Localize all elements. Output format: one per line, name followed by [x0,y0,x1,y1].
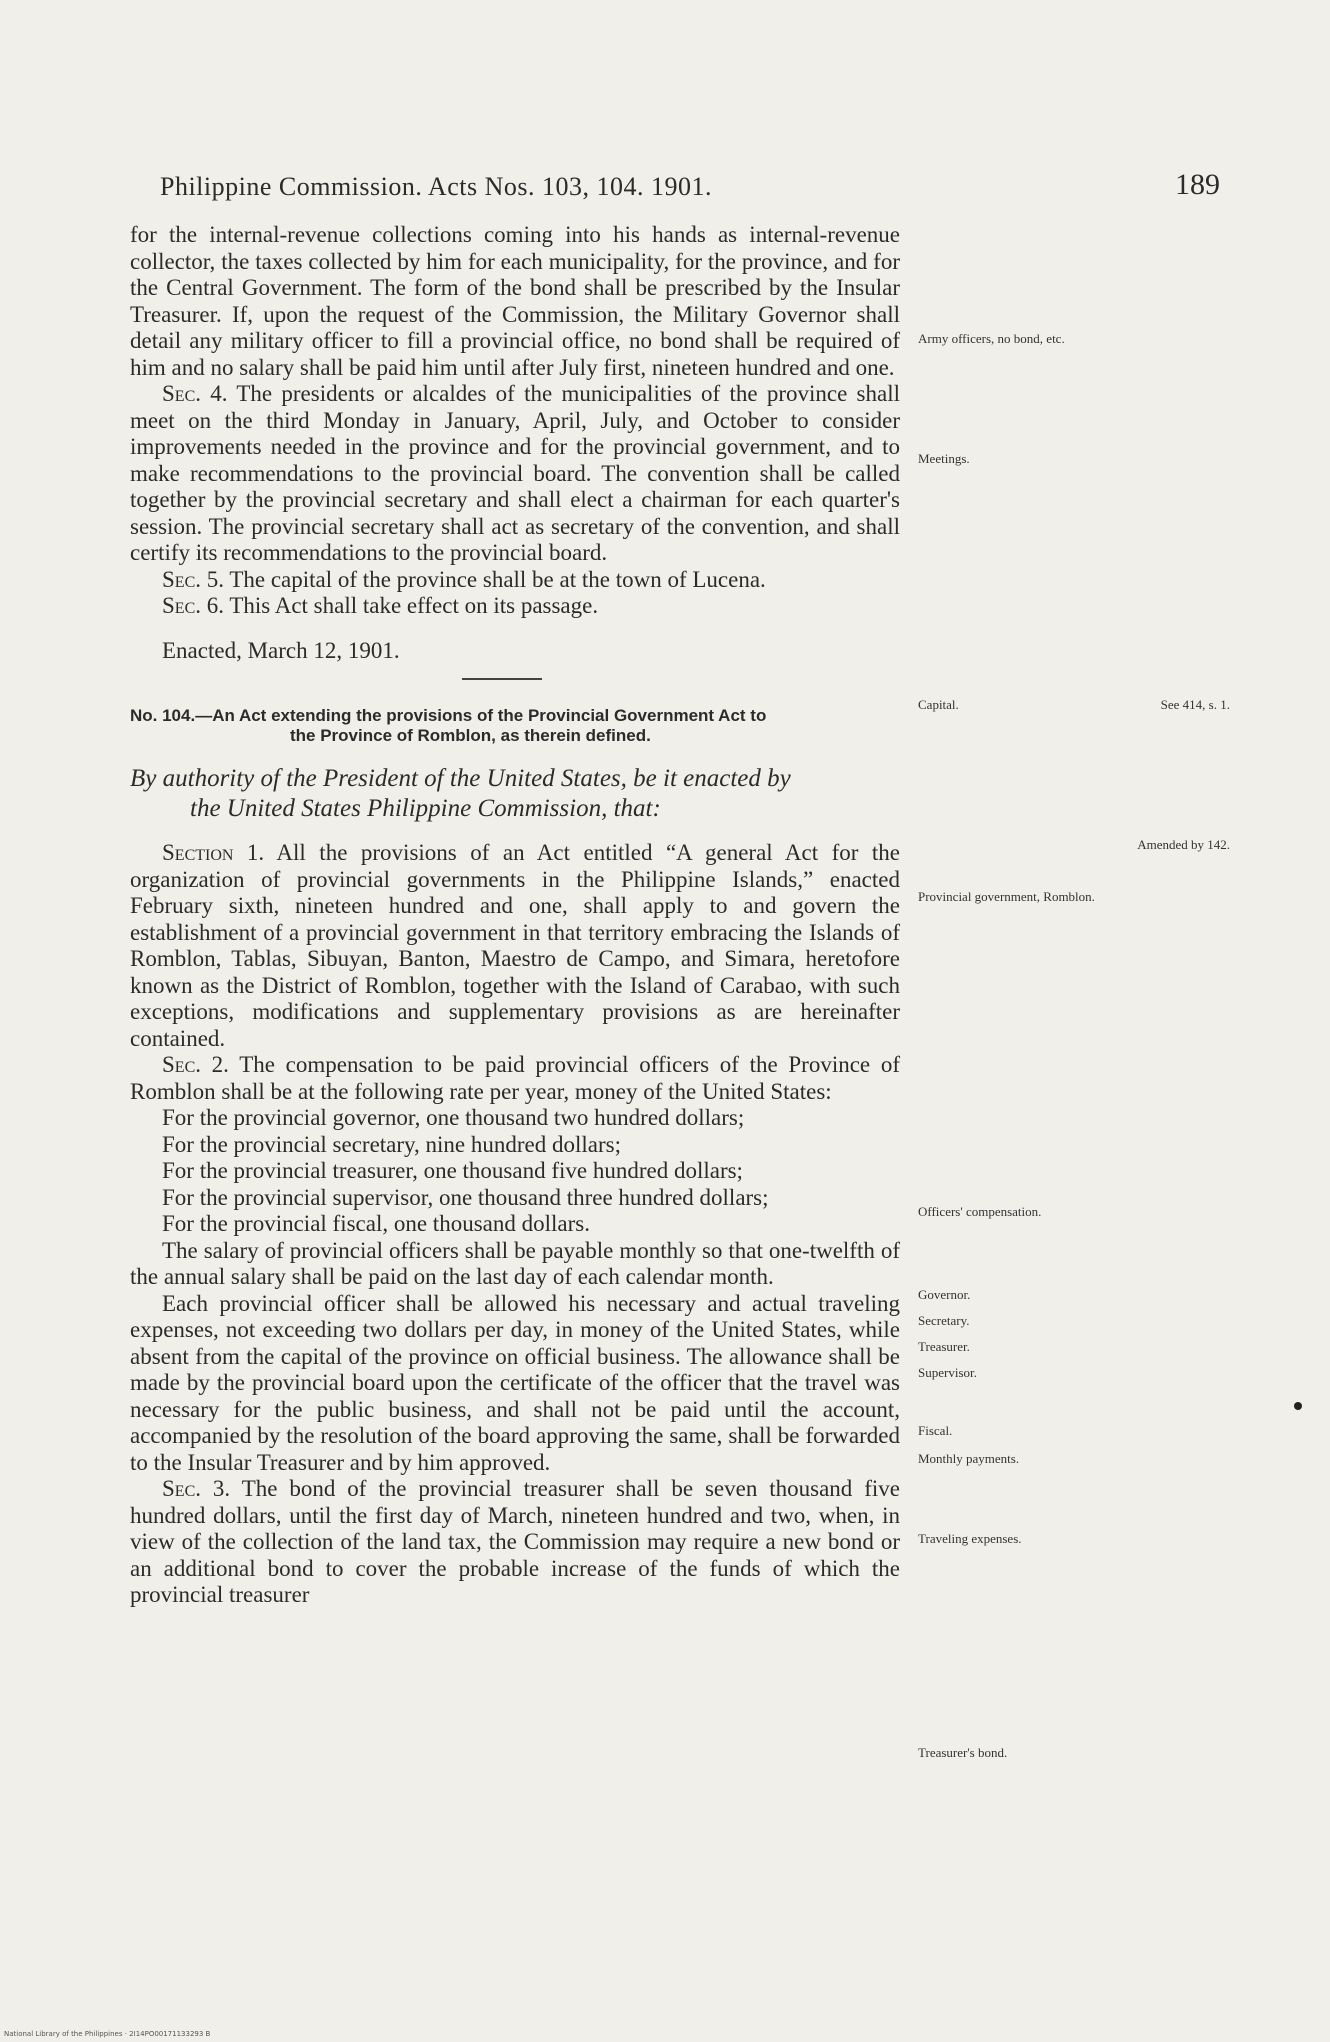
section-text: All the provisions of an Act entitled “A general Act for the organization of provincial governments in the Philippine Islands,” enacted February sixth, nineteen hundred and one, shall apply to and govern the establishment of a provincial government in that territory embracing the Islands of Romblon, Tablas, Sibuyan, Banton, Maestro de Campo, and Simara, heretofore known as the District of Romblon, together with the Island of Carabao, with such exceptions, modifications and supplementary provisions as are hereinafter contained. [130,840,900,1051]
salary-item-supervisor: For the provincial supervisor, one thousand three hundred dollars; [162,1184,769,1210]
enacting-clause [130,764,900,824]
section-label: Sec. 6. [162,593,224,618]
section-label: Sec. 3. [162,1476,231,1501]
act104-title [130,706,900,746]
margin-note-provincial-government: Provincial government, Romblon. [918,889,1095,904]
act103-continuation-paragraph: for the internal-revenue collections coming into his hands as internal-revenue collector, the taxes collected by him for each municipality, for the province, and for the Central Government. The form of the bond shall be prescribed by the Insular Treasurer. If, upon the request of the Commission, the Military Governor shall detail any military officer to fill a provincial office, no bond shall be required of him and no salary shall be paid him until after July first, nineteen hundred and one. [130,222,900,380]
act104-section-3 [130,1476,900,1609]
margin-note-treasurer: Treasurer. [918,1339,970,1354]
page-number: 189 [1175,168,1220,201]
main-text-column [130,222,900,1609]
margin-note-cross-reference: See 414, s. 1. [1160,697,1230,712]
scan-footer: National Library of the Philippines · 2I14PO00171133293 B [4,2030,211,2038]
section-text: The capital of the province shall be at the town of Lucena. [229,566,766,592]
margin-note-treasurers-bond: Treasurer's bond. [918,1745,1008,1760]
section-text: The presidents or alcaldes of the municipalities of the province shall meet on the third Monday in January, April, July, and October to consider improvements needed in the province and for the provincial government, and to make recommendations to the provincial board. The convention shall be called together by the provincial secretary and shall elect a chairman for each quarter's session. The provincial secretary shall act as secretary of the convention, and shall certify its recommendations to the provincial board. [130,381,900,565]
margin-note-governor: Governor. [918,1287,971,1302]
margin-note-capital: Capital. [918,697,959,712]
salary-item-governor: For the provincial governor, one thousand two hundred dollars; [162,1105,745,1130]
section-text: The compensation to be paid provincial officers of the Province of Romblon shall be at the following rate per year, money of the United States: [130,1052,900,1104]
section-label: Sec. 4. [162,381,228,406]
ink-dot [1294,1402,1302,1410]
margin-note-fiscal: Fiscal. [918,1423,953,1438]
margin-note-army-officers: Army officers, no bond, etc. [918,331,1065,346]
act103-section-5 [130,567,900,594]
act104-title-line-1: No. 104.—An Act extending the provisions of the Provincial Government Act to [130,706,767,725]
enacted-date: Enacted, March 12, 1901. [162,637,400,663]
act104-section-2 [130,1052,900,1105]
section-label: Section 1. [162,840,265,865]
salary-item-fiscal: For the provincial fiscal, one thousand dollars. [162,1211,590,1236]
section-label: Sec. 2. [162,1052,229,1077]
section-text: This Act shall take effect on its passage. [229,593,599,618]
margin-note-supervisor: Supervisor. [918,1365,977,1380]
section-text: The bond of the provincial treasurer shall be seven thousand five hundred dollars, until the first day of March, nineteen hundred and two, when, in view of the collection of the land tax, the Commission may require a new bond or an additional bond to cover the probable increase of the funds of which the provincial treasurer [130,1476,900,1607]
margin-note-secretary: Secretary. [918,1313,970,1328]
act103-section-4 [130,381,900,567]
section-label: Sec. 5. [162,566,224,592]
monthly-payment-paragraph: The salary of provincial officers shall be payable monthly so that one-twelfth of the annual salary shall be paid on the last day of each calendar month. [130,1237,900,1289]
section-divider [462,678,542,680]
margin-note-meetings: Meetings. [918,451,970,466]
margin-note-officers-compensation: Officers' compensation. [918,1204,1042,1219]
salary-item-treasurer: For the provincial treasurer, one thousand five hundred dollars; [162,1158,743,1183]
margin-note-traveling-expenses: Traveling expenses. [918,1531,1022,1546]
act104-section-1 [130,840,900,1052]
enacting-clause-line-1: By authority of the President of the United States, be it enacted by [130,765,791,792]
act104-title-line-2: the Province of Romblon, as therein defined. [290,726,651,745]
margin-note-amended: Amended by 142. [1137,837,1230,852]
margin-note-monthly-payments: Monthly payments. [918,1451,1020,1466]
enacting-clause-line-2: the United States Philippine Commission, that: [190,795,661,822]
running-header: Philippine Commission. Acts Nos. 103, 104. 1901. [160,172,712,201]
act103-section-6 [130,593,900,620]
salary-item-secretary: For the provincial secretary, nine hundred dollars; [162,1131,622,1157]
traveling-expenses-paragraph: Each provincial officer shall be allowed his necessary and actual traveling expenses, not exceeding two dollars per day, in money of the United States, while absent from the capital of the province on official business. The allowance shall be made by the provincial board upon the certificate of the officer that the travel was necessary for the public business, and shall not be paid until the account, accompanied by the resolution of the board approving the same, shall be forwarded to the Insular Treasurer and by him approved. [130,1290,900,1475]
